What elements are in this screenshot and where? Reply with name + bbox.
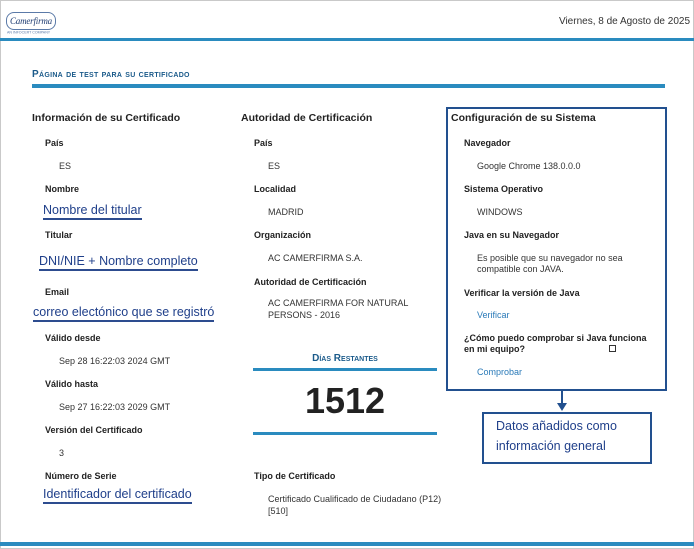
cert-serie-label: Número de Serie (45, 471, 117, 481)
cert-valido-hasta-label: Válido hasta (45, 379, 99, 389)
logo-wordmark: Camerfirma (6, 12, 56, 30)
days-bottom-divider (253, 432, 437, 435)
sys-verificar-label: Verificar la versión de Java (464, 288, 580, 298)
auth-autoridad-value: AC CAMERFIRMA FOR NATURAL PERSONS - 2016 (268, 298, 409, 320)
sys-java-value: Es posible que su navegador no sea compatible con JAVA. (477, 253, 623, 274)
auth-autoridad-label: Autoridad de Certificación (254, 277, 367, 287)
annotation-serie: Identificador del certificado (43, 487, 192, 504)
cert-pais-value: ES (59, 161, 72, 171)
footer-divider (0, 542, 694, 546)
authority-heading: Autoridad de Certificación (241, 112, 373, 124)
camerfirma-logo[interactable] (6, 12, 56, 38)
cert-pais-label: País (45, 138, 64, 148)
auth-pais-value: ES (268, 161, 281, 171)
annotation-info-line1: Datos añadidos como (496, 419, 617, 433)
auth-pais-label: País (254, 138, 273, 148)
cert-info-heading: Información de su Certificado (32, 112, 181, 124)
sys-so-value: WINDOWS (477, 207, 523, 217)
sys-navegador-label: Navegador (464, 138, 511, 148)
sys-java-label: Java en su Navegador (464, 230, 560, 240)
system-heading: Configuración de su Sistema (451, 112, 596, 124)
cert-version-value: 3 (59, 448, 65, 458)
page-title: Página de test para su certificado (32, 69, 190, 80)
auth-tipo-label: Tipo de Certificado (254, 471, 336, 481)
days-remaining-value: 1512 (304, 380, 386, 421)
comprobar-link[interactable]: Comprobar (477, 367, 523, 377)
cert-email-label: Email (45, 287, 70, 297)
sys-comprobar-label: ¿Cómo puedo comprobar si Java funciona en mi equipo? (464, 333, 647, 354)
checkbox-icon (609, 345, 616, 352)
verificar-link[interactable]: Verificar (477, 310, 510, 320)
annotation-titular: DNI/NIE + Nombre completo (39, 254, 198, 271)
annotation-info-line2: información general (496, 439, 606, 453)
cert-valido-desde-value: Sep 28 16:22:03 2024 GMT (59, 356, 171, 366)
auth-tipo-value: Certificado Cualificado de Ciudadano (P12) [510] (268, 494, 442, 516)
auth-localidad-value: MADRID (268, 207, 304, 217)
annotation-email: correo electónico que se registró (33, 305, 214, 322)
days-top-divider (253, 368, 437, 371)
logo-tagline: AN INFOCERT COMPANY (7, 30, 51, 35)
current-date: Viernes, 8 de Agosto de 2025 (558, 16, 690, 27)
cert-valido-hasta-value: Sep 27 16:22:03 2029 GMT (59, 402, 171, 412)
arrow-down-icon (557, 403, 567, 411)
days-remaining-title: Días Restantes (312, 353, 378, 364)
annotation-nombre: Nombre del titular (43, 203, 142, 220)
cert-valido-desde-label: Válido desde (45, 333, 101, 343)
auth-organizacion-value: AC CAMERFIRMA S.A. (268, 253, 363, 263)
cert-titular-label: Titular (45, 230, 73, 240)
header-divider (0, 38, 694, 41)
auth-organizacion-label: Organización (254, 230, 312, 240)
cert-version-label: Versión del Certificado (45, 425, 143, 435)
title-divider (32, 84, 665, 88)
sys-navegador-value: Google Chrome 138.0.0.0 (477, 161, 581, 171)
sys-so-label: Sistema Operativo (464, 184, 544, 194)
cert-nombre-label: Nombre (45, 184, 80, 194)
annotation-info-box (482, 412, 652, 464)
auth-localidad-label: Localidad (254, 184, 297, 194)
header (0, 0, 694, 40)
